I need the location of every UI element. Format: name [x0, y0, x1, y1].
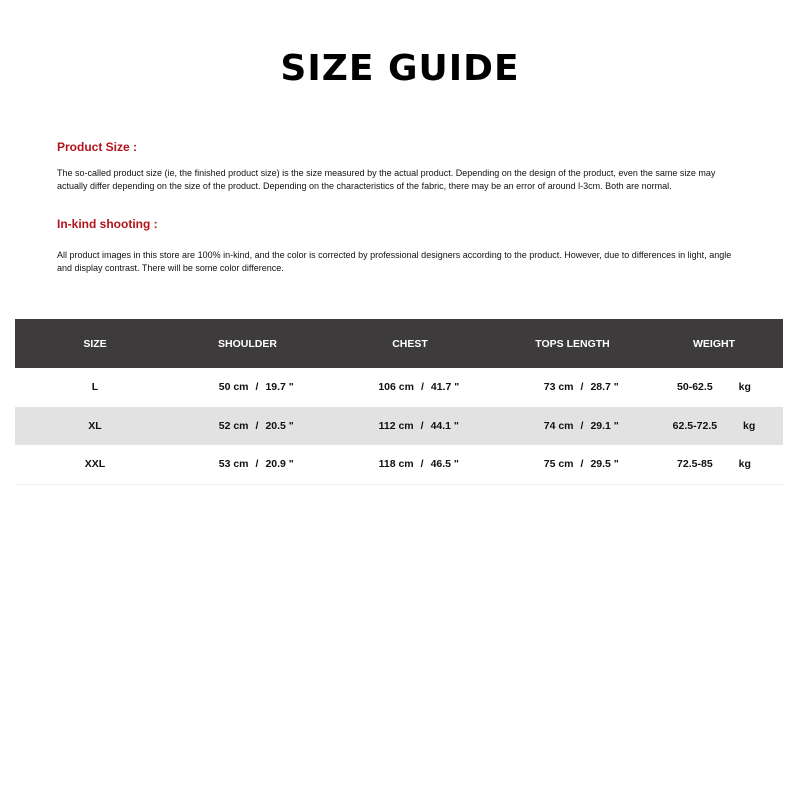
table-row: [15, 368, 783, 407]
shoulder-cell: [175, 369, 320, 405]
separator: /: [580, 458, 584, 471]
shoulder-cell: [175, 446, 320, 482]
chest-in: 46.5 ": [430, 458, 459, 471]
length-in: 29.5 ": [590, 458, 619, 471]
header-size: SIZE: [83, 337, 107, 350]
separator: /: [580, 419, 584, 432]
length-cell: [500, 446, 645, 482]
separator: /: [420, 458, 424, 471]
size-cell: L: [91, 381, 99, 394]
chest-cell: [320, 408, 500, 444]
length-in: 29.1 ": [590, 419, 619, 432]
length-cm: 73 cm: [543, 381, 574, 394]
length-cell: [500, 408, 645, 444]
product-size-section: [57, 139, 737, 192]
chest-cell: [320, 369, 500, 405]
length-cell: [500, 369, 645, 405]
shoulder-in: 20.9 ": [265, 458, 294, 471]
weight-range: 72.5-85: [677, 458, 713, 471]
header-tops-length: TOPS LENGTH: [535, 337, 610, 350]
separator: /: [420, 381, 424, 394]
weight-cell: [645, 420, 783, 432]
header-shoulder: SHOULDER: [218, 337, 277, 350]
table-bottom-divider: [15, 484, 783, 485]
separator: /: [255, 458, 259, 471]
in-kind-shooting-text: All product images in this store are 100% in-kind, and the color is corrected by professional designers according to the product. However, due to differences in light, angle and display contrast. There will be some color difference.: [57, 250, 732, 273]
size-table-header: [15, 319, 783, 368]
chest-in: 41.7 ": [430, 381, 460, 394]
shoulder-cell: [175, 408, 320, 444]
chest-cm: 106 cm: [378, 381, 414, 394]
separator: /: [255, 419, 259, 432]
length-in: 28.7 ": [590, 381, 619, 394]
weight-cell: [645, 381, 783, 393]
separator: /: [420, 419, 424, 432]
weight-range: 50-62.5: [677, 381, 713, 394]
in-kind-shooting-section: [57, 216, 737, 274]
separator: /: [255, 381, 259, 394]
shoulder-in: 20.5 ": [265, 419, 294, 432]
weight-unit: kg: [743, 419, 756, 432]
size-table: [15, 319, 783, 485]
size-cell: XL: [88, 419, 102, 432]
shoulder-cm: 52 cm: [218, 419, 249, 432]
weight-range: 62.5-72.5: [672, 419, 718, 432]
shoulder-cm: 50 cm: [218, 381, 249, 394]
shoulder-cm: 53 cm: [218, 458, 249, 471]
chest-cm: 112 cm: [378, 419, 414, 432]
product-size-text: The so-called product size (ie, the finished product size) is the size measured by the actual product. Depending on the design of the product, even the same size may actually differ depending on the size of the product. Depending on the characteristics of the fabric, there may be an error of around l-3cm. Both are normal.: [57, 168, 716, 191]
length-cm: 75 cm: [543, 458, 574, 471]
table-row: [15, 445, 783, 484]
separator: /: [580, 381, 584, 394]
page-title: SIZE GUIDE: [280, 48, 520, 89]
weight-cell: [645, 458, 783, 470]
header-weight: WEIGHT: [693, 337, 735, 350]
size-cell: XXL: [84, 458, 106, 471]
chest-cell: [320, 446, 500, 482]
table-row: [15, 407, 783, 446]
weight-unit: kg: [738, 458, 751, 471]
chest-cm: 118 cm: [378, 458, 414, 471]
weight-unit: kg: [738, 381, 751, 394]
shoulder-in: 19.7 ": [265, 381, 294, 394]
in-kind-shooting-heading: In-kind shooting :: [57, 217, 158, 231]
header-chest: CHEST: [392, 337, 428, 350]
length-cm: 74 cm: [543, 419, 574, 432]
product-size-heading: Product Size :: [57, 140, 138, 154]
chest-in: 44.1 ": [430, 419, 459, 432]
